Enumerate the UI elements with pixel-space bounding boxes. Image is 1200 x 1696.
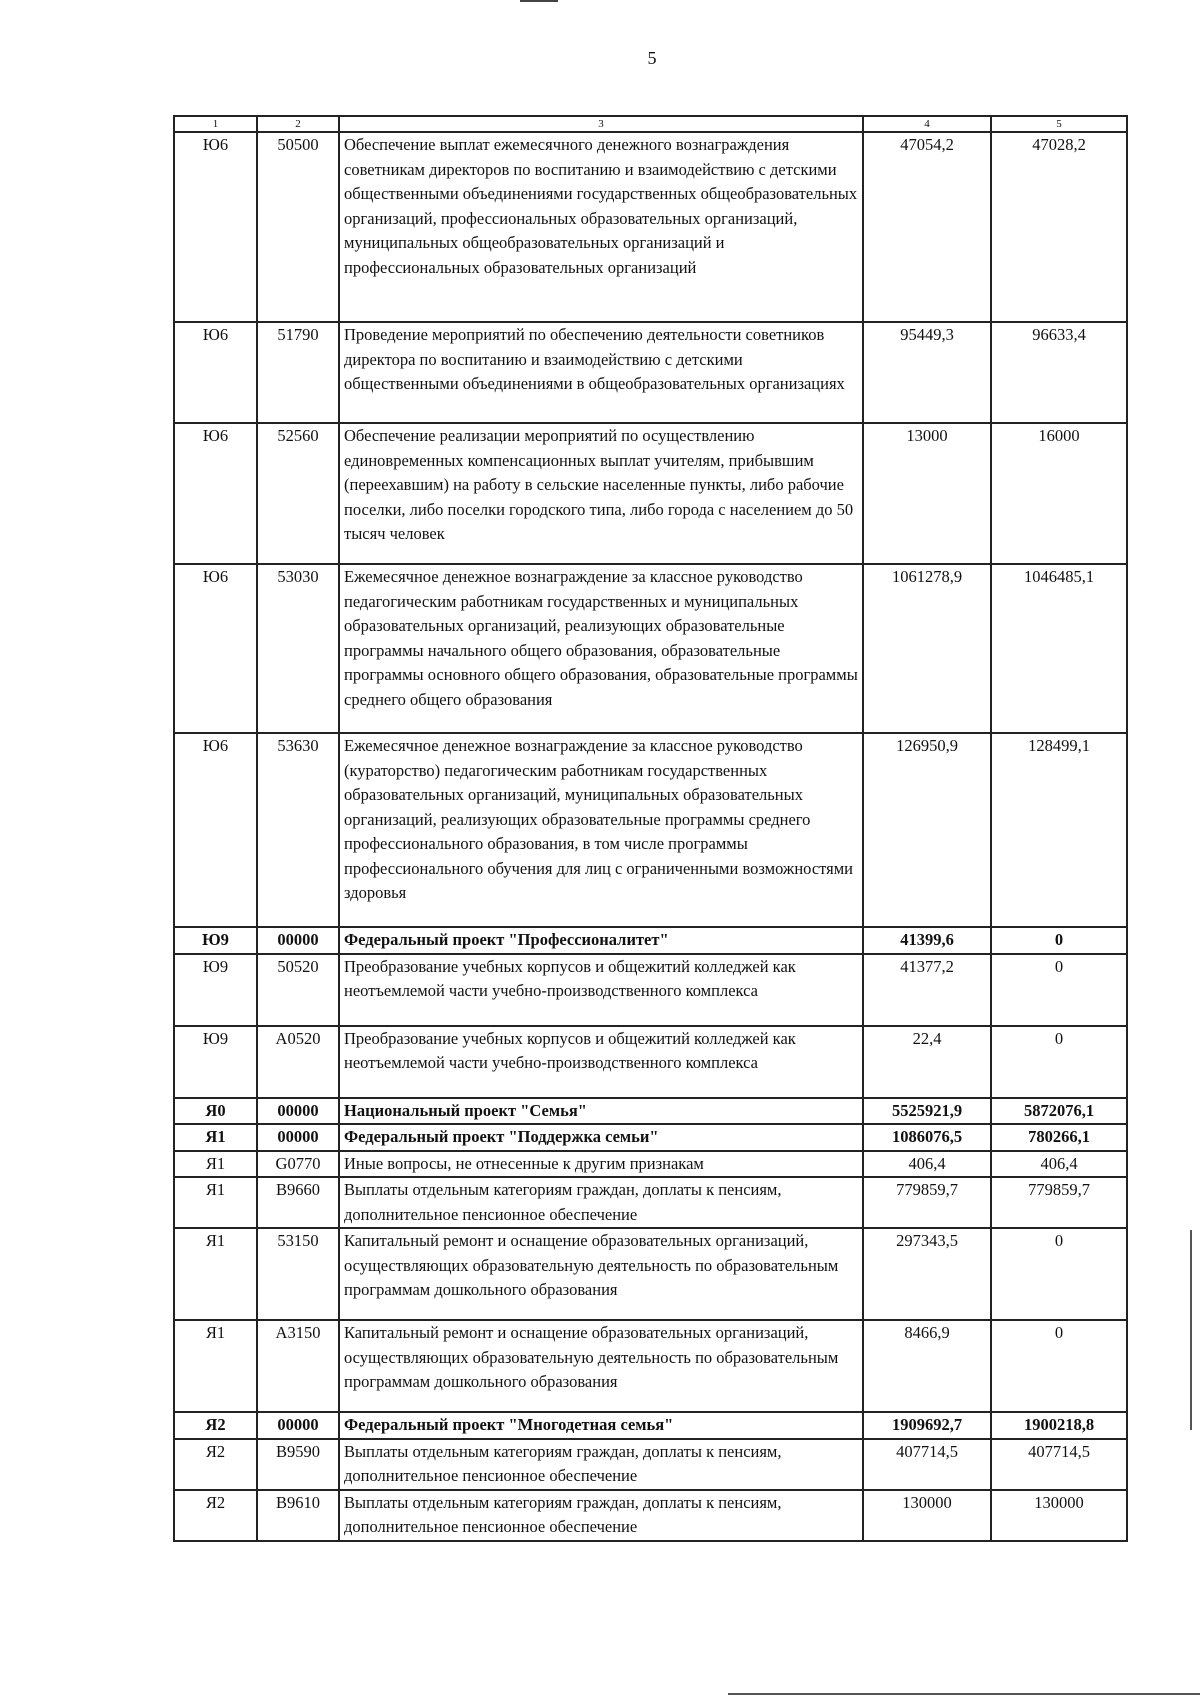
row-description: Иные вопросы, не отнесенные к другим признакам xyxy=(339,1151,863,1178)
table-row-project xyxy=(174,1098,1127,1125)
amount-col-4: 1061278,9 xyxy=(863,564,991,733)
amount-col-4: 22,4 xyxy=(863,1026,991,1098)
program-code: Я1 xyxy=(174,1151,257,1178)
table-row xyxy=(174,1439,1127,1490)
row-description: Ежемесячное денежное вознаграждение за классное руководство (кураторство) педагогическим работникам государственных образовательных организаций, муниципальных образовательных организаций, реализующих образовательные программы среднего профессионального образования, в том числе программы профессионального обучения для лиц с ограниченными возможностями здоровья xyxy=(339,733,863,927)
scan-edge-right xyxy=(1190,1230,1192,1430)
amount-col-4: 297343,5 xyxy=(863,1228,991,1320)
row-description: Выплаты отдельным категориям граждан, доплаты к пенсиям, дополнительное пенсионное обеспечение xyxy=(339,1439,863,1490)
program-code: Ю6 xyxy=(174,322,257,423)
table-row xyxy=(174,954,1127,1026)
amount-col-4: 41377,2 xyxy=(863,954,991,1026)
amount-col-5: 0 xyxy=(991,1026,1127,1098)
row-description: Федеральный проект "Поддержка семьи" xyxy=(339,1124,863,1151)
program-code: Я2 xyxy=(174,1412,257,1439)
row-description: Федеральный проект "Многодетная семья" xyxy=(339,1412,863,1439)
program-code: Ю9 xyxy=(174,1026,257,1098)
amount-col-4: 13000 xyxy=(863,423,991,564)
amount-col-4: 47054,2 xyxy=(863,132,991,322)
program-code: Ю6 xyxy=(174,564,257,733)
direction-code: 50520 xyxy=(257,954,339,1026)
header-col-3: 3 xyxy=(339,116,863,132)
row-description: Национальный проект "Семья" xyxy=(339,1098,863,1125)
row-description: Проведение мероприятий по обеспечению деятельности советников директора по воспитанию и взаимодействию с детскими общественными объединениями в общеобразовательных организациях xyxy=(339,322,863,423)
amount-col-5: 779859,7 xyxy=(991,1177,1127,1228)
direction-code: А3150 xyxy=(257,1320,339,1412)
amount-col-4: 41399,6 xyxy=(863,927,991,954)
amount-col-4: 406,4 xyxy=(863,1151,991,1178)
amount-col-5: 780266,1 xyxy=(991,1124,1127,1151)
amount-col-4: 130000 xyxy=(863,1490,991,1541)
row-description: Ежемесячное денежное вознаграждение за классное руководство педагогическим работникам государственных и муниципальных образовательных организаций, реализующих образовательные программы начального общего образования, образовательные программы основного общего образования, образовательные программы среднего общего образования xyxy=(339,564,863,733)
amount-col-5: 130000 xyxy=(991,1490,1127,1541)
direction-code: 50500 xyxy=(257,132,339,322)
row-description: Выплаты отдельным категориям граждан, доплаты к пенсиям, дополнительное пенсионное обеспечение xyxy=(339,1490,863,1541)
table-row xyxy=(174,1177,1127,1228)
program-code: Ю9 xyxy=(174,927,257,954)
program-code: Я1 xyxy=(174,1228,257,1320)
program-code: Я2 xyxy=(174,1439,257,1490)
row-description: Преобразование учебных корпусов и общежитий колледжей как неотъемлемой части учебно-производственного комплекса xyxy=(339,954,863,1026)
amount-col-4: 407714,5 xyxy=(863,1439,991,1490)
table-row-project xyxy=(174,1412,1127,1439)
program-code: Ю6 xyxy=(174,132,257,322)
amount-col-5: 1046485,1 xyxy=(991,564,1127,733)
table-row xyxy=(174,1228,1127,1320)
table-row xyxy=(174,733,1127,927)
direction-code: А0520 xyxy=(257,1026,339,1098)
row-description: Капитальный ремонт и оснащение образовательных организаций, осуществляющих образовательную деятельность по образовательным программам дошкольного образования xyxy=(339,1228,863,1320)
amount-col-4: 95449,3 xyxy=(863,322,991,423)
program-code: Я2 xyxy=(174,1490,257,1541)
direction-code: 00000 xyxy=(257,1098,339,1125)
row-description: Выплаты отдельным категориям граждан, доплаты к пенсиям, дополнительное пенсионное обеспечение xyxy=(339,1177,863,1228)
row-description: Преобразование учебных корпусов и общежитий колледжей как неотъемлемой части учебно-производственного комплекса xyxy=(339,1026,863,1098)
table-row xyxy=(174,1320,1127,1412)
amount-col-5: 128499,1 xyxy=(991,733,1127,927)
amount-col-5: 406,4 xyxy=(991,1151,1127,1178)
program-code: Ю6 xyxy=(174,423,257,564)
direction-code: 53030 xyxy=(257,564,339,733)
amount-col-5: 0 xyxy=(991,1228,1127,1320)
direction-code: 53150 xyxy=(257,1228,339,1320)
amount-col-4: 126950,9 xyxy=(863,733,991,927)
table-row xyxy=(174,423,1127,564)
program-code: Ю9 xyxy=(174,954,257,1026)
header-col-5: 5 xyxy=(991,116,1127,132)
direction-code: 53630 xyxy=(257,733,339,927)
amount-col-5: 1900218,8 xyxy=(991,1412,1127,1439)
top-scan-mark xyxy=(520,0,558,2)
table-row xyxy=(174,1151,1127,1178)
amount-col-5: 407714,5 xyxy=(991,1439,1127,1490)
page-number: 5 xyxy=(647,48,657,68)
header-col-1: 1 xyxy=(174,116,257,132)
row-description: Обеспечение реализации мероприятий по осуществлению единовременных компенсационных выплат учителям, прибывшим (переехавшим) на работу в сельские населенные пункты, либо рабочие поселки, либо поселки городского типа, либо города с населением до 50 тысяч человек xyxy=(339,423,863,564)
table-row-project xyxy=(174,927,1127,954)
direction-code: 00000 xyxy=(257,1124,339,1151)
header-col-4: 4 xyxy=(863,116,991,132)
direction-code: В9610 xyxy=(257,1490,339,1541)
direction-code: 00000 xyxy=(257,1412,339,1439)
amount-col-5: 96633,4 xyxy=(991,322,1127,423)
scan-edge-bottom xyxy=(728,1693,1200,1695)
amount-col-4: 5525921,9 xyxy=(863,1098,991,1125)
amount-col-4: 779859,7 xyxy=(863,1177,991,1228)
direction-code: В9590 xyxy=(257,1439,339,1490)
table-row xyxy=(174,132,1127,322)
direction-code: 52560 xyxy=(257,423,339,564)
table-row xyxy=(174,564,1127,733)
budget-table xyxy=(173,115,1128,1542)
amount-col-4: 1086076,5 xyxy=(863,1124,991,1151)
header-col-2: 2 xyxy=(257,116,339,132)
direction-code: В9660 xyxy=(257,1177,339,1228)
program-code: Я0 xyxy=(174,1098,257,1125)
amount-col-4: 1909692,7 xyxy=(863,1412,991,1439)
row-description: Обеспечение выплат ежемесячного денежного вознаграждения советникам директоров по воспитанию и взаимодействию с детскими общественными объединениями государственных общеобразовательных организаций, профессиональных образовательных организаций, муниципальных общеобразовательных организаций и профессиональных образовательных организаций xyxy=(339,132,863,322)
program-code: Ю6 xyxy=(174,733,257,927)
program-code: Я1 xyxy=(174,1320,257,1412)
amount-col-5: 0 xyxy=(991,1320,1127,1412)
program-code: Я1 xyxy=(174,1124,257,1151)
amount-col-5: 0 xyxy=(991,927,1127,954)
row-description: Федеральный проект "Профессионалитет" xyxy=(339,927,863,954)
header-row xyxy=(174,116,1127,132)
amount-col-5: 47028,2 xyxy=(991,132,1127,322)
amount-col-5: 16000 xyxy=(991,423,1127,564)
direction-code: 51790 xyxy=(257,322,339,423)
table-row xyxy=(174,1026,1127,1098)
program-code: Я1 xyxy=(174,1177,257,1228)
amount-col-5: 0 xyxy=(991,954,1127,1026)
direction-code: G0770 xyxy=(257,1151,339,1178)
table-row-project xyxy=(174,1124,1127,1151)
amount-col-5: 5872076,1 xyxy=(991,1098,1127,1125)
row-description: Капитальный ремонт и оснащение образовательных организаций, осуществляющих образовательную деятельность по образовательным программам дошкольного образования xyxy=(339,1320,863,1412)
table-row xyxy=(174,1490,1127,1541)
table-row xyxy=(174,322,1127,423)
direction-code: 00000 xyxy=(257,927,339,954)
amount-col-4: 8466,9 xyxy=(863,1320,991,1412)
